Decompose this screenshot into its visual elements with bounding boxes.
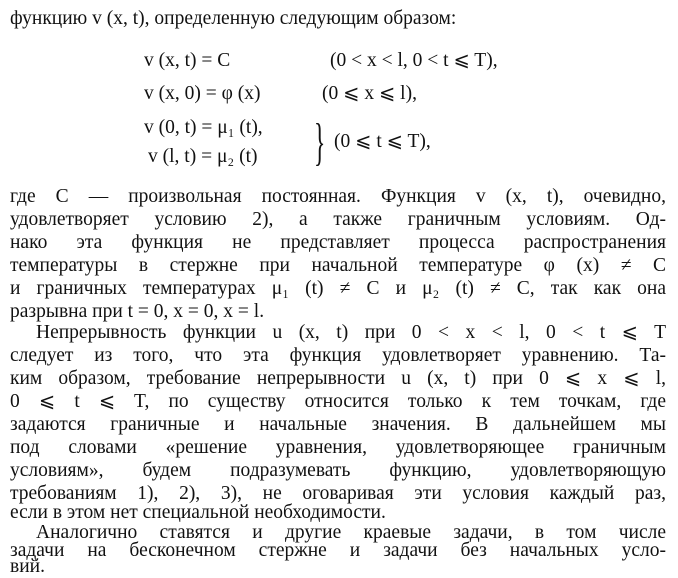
paragraph-2-line: Непрерывность функции u (x, t) при 0 < x < l, 0 < t ⩽ T bbox=[36, 322, 666, 343]
equation-3-lhs: v (0, t) = μ₁ (t), bbox=[144, 117, 263, 138]
paragraph-1-line: где C — произвольная постоянная. Функция v (x, t), очевидно, bbox=[10, 186, 666, 207]
equation-1-condition: (0 < x < l, 0 < t ⩽ T), bbox=[330, 50, 498, 71]
paragraph-2-line: если в этом нет специальной необходимости. bbox=[10, 502, 386, 523]
paragraph-2-line: под словами «решение уравнения, удовлетворяющее граничным bbox=[10, 437, 666, 458]
paragraph-2-line: ким образом, требование непрерывности u (x, t) при 0 ⩽ x ⩽ l, bbox=[10, 368, 666, 389]
right-brace: } bbox=[314, 114, 326, 171]
paragraph-1-line: нако эта функция не представляет процесса распространения bbox=[10, 232, 666, 253]
paragraph-3-line: задачи на бесконечном стержне и задачи без начальных усло- bbox=[10, 540, 666, 561]
paragraph-3-line: вий. bbox=[10, 556, 45, 577]
equation-1-lhs: v (x, t) = C bbox=[144, 50, 231, 71]
equation-2-lhs: v (x, 0) = φ (x) bbox=[144, 83, 261, 104]
paragraph-2-line: задаются граничные и начальные значения. В дальнейшем мы bbox=[10, 414, 666, 435]
equation-2-condition: (0 ⩽ x ⩽ l), bbox=[322, 83, 417, 104]
equation-4-lhs: v (l, t) = μ₂ (t) bbox=[148, 146, 258, 167]
paragraph-1-line: температуры в стержне при начальной температуре φ (x) ≠ C bbox=[10, 255, 666, 276]
paragraph-2-line: 0 ⩽ t ⩽ T, по существу относится только к тем точкам, где bbox=[10, 391, 666, 412]
intro-line: функцию v (x, t), определенную следующим образом: bbox=[10, 8, 457, 29]
paragraph-1-line: и граничных температурах μ₁ (t) ≠ C и μ₂ (t) ≠ C, так как она bbox=[10, 278, 666, 299]
paragraph-1-line: удовлетворяет условию 2), а также граничным условиям. Од- bbox=[10, 209, 666, 230]
equation-4-condition: (0 ⩽ t ⩽ T), bbox=[334, 131, 431, 152]
paragraph-2-line: условиям», будем подразумевать функцию, удовлетворяющую bbox=[10, 460, 666, 481]
paragraph-2-line: требованиям 1), 2), 3), не оговаривая эти условия каждый раз, bbox=[10, 483, 666, 504]
paragraph-3-line: Аналогично ставятся и другие краевые задачи, в том числе bbox=[36, 522, 666, 543]
paragraph-1-line: разрывна при t = 0, x = 0, x = l. bbox=[10, 301, 265, 322]
paragraph-2-line: следует из того, что эта функция удовлетворяет уравнению. Та- bbox=[10, 345, 666, 366]
